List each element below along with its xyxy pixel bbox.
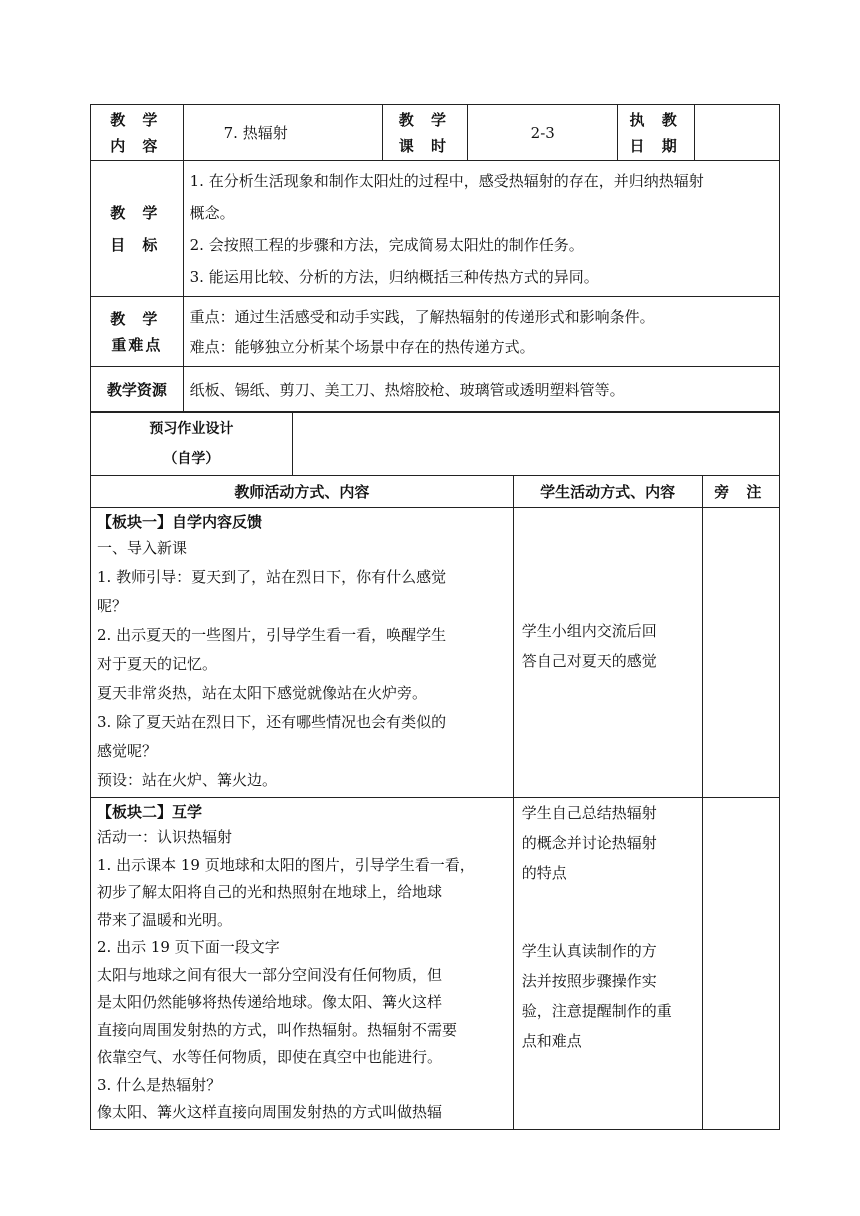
- preview-label: [91, 412, 293, 476]
- block1-line: 夏天非常炎热，站在太阳下感觉就像站在火炉旁。: [97, 684, 428, 702]
- period-text: 2-3: [530, 123, 555, 142]
- block1-student-line: 答自己对夏天的感觉: [521, 652, 657, 670]
- column-header-student: [513, 476, 702, 508]
- keypoints-label-line1: 教 学: [110, 309, 164, 328]
- column-header-student-text: 学生活动方式、内容: [540, 483, 676, 501]
- block2-line: 太阳与地球之间有很大一部分空间没有任何物质，但: [97, 965, 443, 984]
- keypoints-content: [183, 297, 779, 367]
- block2-student-line: 验，注意提醒制作的重: [521, 1002, 672, 1020]
- objectives-label-line2: 目 标: [110, 235, 164, 254]
- block2-student-line: 法并按照步骤操作实: [521, 972, 657, 990]
- preview-label-line1: 预习作业设计: [149, 420, 234, 437]
- objectives-label: [91, 161, 184, 297]
- block2-student-line: 学生自己总结热辐射: [521, 804, 657, 822]
- block1-teacher: [91, 508, 514, 798]
- block2-note: [702, 798, 780, 1130]
- period-label-line2: 课 时: [398, 136, 452, 155]
- block2-line: 2. 出示 19 页下面一段文字: [97, 938, 280, 956]
- keypoints-label-line2: 重难点: [111, 335, 163, 354]
- block2-line: 带来了温暖和光明。: [97, 910, 233, 929]
- block2-student-line: 学生认真读制作的方: [521, 942, 657, 960]
- keypoint-item: 难点：能够独立分析某个场景中存在的热传递方式。: [189, 337, 535, 356]
- content-label-line1: 教 学: [110, 110, 164, 129]
- column-header-note-text: 旁 注: [714, 483, 768, 501]
- block1-line: 预设：站在火炉、篝火边。: [97, 771, 278, 789]
- resources-text: 纸板、锡纸、剪刀、美工刀、热熔胶枪、玻璃管或透明塑料管等。: [189, 380, 625, 399]
- block2-line: 初步了解太阳将自己的光和热照射在地球上，给地球: [97, 883, 443, 901]
- block1-line: 对于夏天的记忆。: [97, 655, 218, 673]
- keypoints-label: [91, 297, 184, 367]
- block1-student-line: 学生小组内交流后回: [521, 622, 657, 640]
- block2-line: 直接向周围发射热的方式，叫作热辐射。热辐射不需要: [97, 1020, 458, 1039]
- objective-item: 3. 能运用比较、分析的方法，归纳概括三种传热方式的异同。: [189, 267, 599, 286]
- content-value: [183, 105, 383, 161]
- block1-line: 一、导入新课: [97, 539, 188, 557]
- date-label-line2: 日 期: [629, 136, 683, 155]
- block2-student: [513, 798, 702, 1130]
- period-label-line1: 教 学: [398, 110, 452, 129]
- block1-line: 1. 教师引导：夏天到了，站在烈日下，你有什么感觉: [97, 568, 447, 586]
- content-label: [91, 105, 184, 161]
- block2-line: 活动一：认识热辐射: [97, 828, 233, 846]
- block2-line: 1. 出示课本 19 页地球和太阳的图片，引导学生看一看，: [97, 855, 475, 874]
- block2-student-line: 点和难点: [521, 1032, 582, 1050]
- block1-line: 3. 除了夏天站在烈日下，还有哪些情况也会有类似的: [97, 713, 447, 731]
- objective-item: 1. 在分析生活现象和制作太阳灶的过程中，感受热辐射的存在，并归纳热辐射: [189, 171, 704, 190]
- block2-title: 【板块二】互学: [97, 803, 203, 821]
- block2-student-line: 的特点: [521, 864, 567, 882]
- block2-line: 依靠空气、水等任何物质，即使在真空中也能进行。: [97, 1048, 443, 1066]
- objectives-content: [183, 161, 779, 297]
- block1-student: [513, 508, 702, 798]
- block1-line: 2. 出示夏天的一些图片，引导学生看一看，唤醒学生: [97, 626, 447, 644]
- date-label-line1: 执 教: [629, 110, 683, 129]
- content-label-line2: 内 容: [110, 136, 164, 155]
- column-header-teacher: [91, 476, 514, 508]
- objective-item: 概念。: [189, 203, 235, 222]
- block1-line: 呢？: [97, 597, 128, 615]
- block2-student-spacer: [522, 888, 694, 936]
- block2-line: 3. 什么是热辐射？: [97, 1075, 222, 1094]
- block1-title: 【板块一】自学内容反馈: [97, 513, 263, 531]
- block2-student-line: 的概念并讨论热辐射: [521, 834, 657, 852]
- lesson-info-table: [90, 104, 780, 413]
- block2-line: 像太阳、篝火这样直接向周围发射热的方式叫做热辐: [97, 1103, 443, 1121]
- keypoint-item: 重点：通过生活感受和动手实践，了解热辐射的传递形式和影响条件。: [189, 307, 655, 326]
- date-value: [695, 105, 780, 161]
- period-value: [468, 105, 618, 161]
- block2-line: 是太阳仍然能够将热传递给地球。像太阳、篝火这样: [97, 993, 443, 1011]
- objective-item: 2. 会按照工程的步骤和方法，完成简易太阳灶的制作任务。: [189, 235, 584, 254]
- date-label: [618, 105, 695, 161]
- lesson-title: 7. 热辐射: [223, 124, 288, 142]
- resources-label: [91, 367, 184, 413]
- objectives-label-line1: 教 学: [110, 203, 164, 222]
- resources-label-text: 教学资源: [106, 381, 167, 399]
- block2-teacher: [91, 798, 514, 1130]
- resources-content: [183, 367, 779, 413]
- column-header-teacher-text: 教师活动方式、内容: [234, 483, 370, 501]
- column-header-note: [702, 476, 780, 508]
- preview-table: [90, 411, 780, 476]
- preview-label-line2: （自学）: [163, 450, 220, 467]
- preview-value: [292, 412, 779, 476]
- period-label: [383, 105, 468, 161]
- activities-table: [90, 475, 780, 1130]
- block1-line: 感觉呢？: [97, 742, 158, 760]
- block1-note: [702, 508, 780, 798]
